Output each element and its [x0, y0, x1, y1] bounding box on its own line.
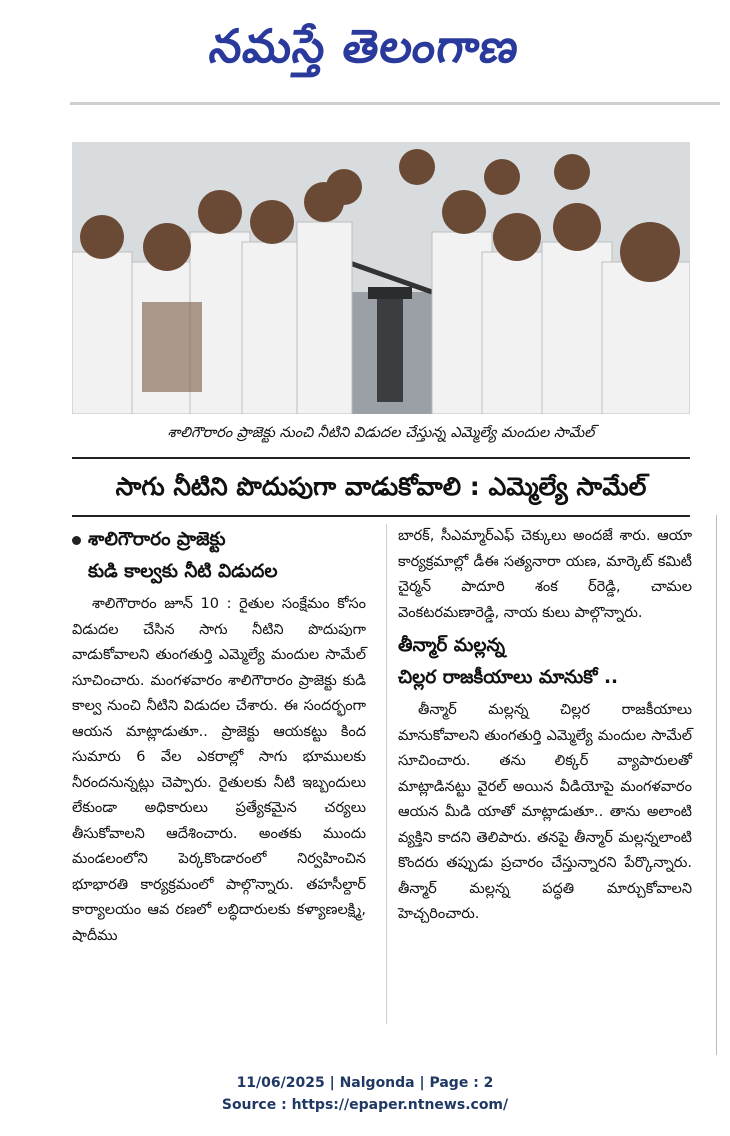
kicker-line-1: శాలిగౌరారం ప్రాజెక్టు — [88, 529, 226, 550]
subhead-line-2: చిల్లర రాజకీయాలు మానుకో .. — [398, 667, 619, 688]
newspaper-logo: నమస్తే తెలంగాణ — [206, 19, 524, 73]
article-body-left: శాలిగౌరారం జూన్ 10 : రైతుల సంక్షేమం కోసం విడుదల చేసిన సాగు నీటిని పొదుపుగా వాడుకోవాలని తుంగతుర్తి ఎమ్మెల్యే మందుల సామేల్ సూచించారు. మంగళవారం శాలిగౌరారం ప్రాజెక్టు కుడి కాల్వ నుంచి నీటిని విడుదల చేశారు. ఈ సందర్భంగా ఆయన మాట్లాడుతూ.. ప్రాజెక్టు ఆయకట్టు కింద సుమారు 6 వేల ఎకరాల్లో సాగు భూములకు నీరందనున్నట్లు చెప్పారు. రైతులకు నీటి ఇబ్బందులు లేకుండా అధికారులు ప్రత్యేకమైన చర్యలు తీసుకోవాలని ఆదేశించారు. అంతకు ముందు మండలంలోని పెర్కకొండారంలో నిర్వహించిన భూభారతి కార్యక్రమంలో పాల్గొన్నారు. తహసీల్దార్ కార్యాలయం ఆవ రణలో లబ్ధిదారులకు కళ్యాణలక్ష్మి, షాదీము — [72, 596, 366, 944]
crowd-photo-icon — [72, 142, 690, 414]
masthead-rule — [70, 102, 720, 105]
masthead — [0, 6, 730, 86]
page-footer — [0, 1072, 730, 1116]
news-photo — [72, 142, 690, 414]
footer-date-edition: 11/06/2025 | Nalgonda | Page : 2 — [236, 1075, 494, 1091]
article-body-right: బారక్, సీఎమ్మార్ఎఫ్ చెక్కులు అందజే శారు. ఆయా కార్యక్రమాల్లో డీఈ సత్యనారా యణ, మార్కెట్ కమిటీ చైర్మన్ పాదూరి శంక ర్‌రెడ్డి, చామల వెంకటరమణారెడ్డి, నాయ కులు పాల్గొన్నారు. — [398, 528, 692, 621]
bullet-icon — [72, 536, 81, 545]
article-kicker — [88, 524, 366, 588]
article-headline: సాగు నీటిని పొదుపుగా వాడుకోవాలి : ఎమ్మెల్యే సామేల్ — [72, 457, 690, 517]
column-divider — [386, 524, 387, 1024]
article-right-column — [398, 524, 692, 928]
footer-source: Source : https://epaper.ntnews.com/ — [221, 1097, 509, 1113]
photo-caption: శాలిగౌరారం ప్రాజెక్టు నుంచి నీటిని విడుదల చేస్తున్న ఎమ్మెల్యే మందుల సామేల్ — [167, 425, 595, 441]
article-left-column — [72, 524, 366, 949]
page-edge-rule — [716, 515, 717, 1055]
subhead-line-1: తీన్మార్ మల్లన్న — [398, 635, 505, 656]
article-subhead — [398, 630, 692, 694]
article-body-right-2: తీన్మార్ మల్లన్న చిల్లర రాజకీయాలు మానుకోవాలని తుంగతుర్తి ఎమ్మెల్యే మందుల సామేల్ సూచించారు. తను లిక్కర్ వ్యాపారులతో మాట్లాడినట్టు వైరల్ అయిన వీడియోపై మంగళవారం ఆయన మీడి యాతో మాట్లాడుతూ.. తాను అలాంటి వ్యక్తిని కాదని తెలిపారు. తనపై తీన్మార్ మల్లన్నలాంటి కొందరు తప్పుడు ప్రచారం చేస్తున్నారని పేర్కొన్నారు. తీన్మార్ మల్లన్న పద్ధతి మార్చుకోవాలని హెచ్చరించారు. — [398, 702, 692, 922]
kicker-line-2: కుడి కాల్వకు నీటి విడుదల — [88, 561, 278, 582]
